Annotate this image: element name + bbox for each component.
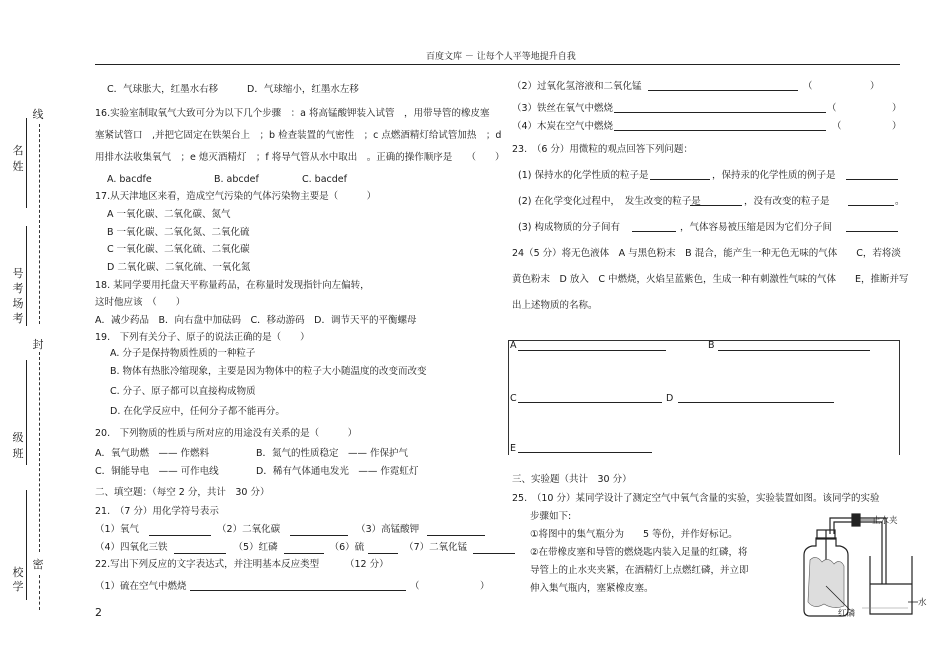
answer-blank[interactable] — [149, 526, 211, 536]
answer-blank[interactable] — [290, 526, 348, 536]
q20-option-a: A．氧气助燃 —— 作燃料 — [95, 448, 210, 459]
q22-points: （12 分） — [345, 559, 389, 570]
answer-blank[interactable] — [174, 544, 226, 554]
side-name: 名姓 — [12, 144, 24, 173]
q22-item-2: （2）过氧化氢溶液和二氧化锰 — [512, 81, 642, 92]
side-xian: 线 — [32, 108, 44, 121]
answer-blank[interactable] — [284, 544, 324, 554]
q21-item-1: （1）氧气 — [95, 524, 140, 535]
answer-label-b: B — [708, 340, 715, 351]
answer-blank[interactable] — [848, 196, 894, 206]
q24-line1: 24（5 分）将无色液体 A 与黑色粉末 B 混合，能产生一种无色无味的气体 C，若将淡 — [512, 248, 901, 259]
q15-option-d: D．气球缩小，红墨水左移 — [247, 84, 359, 95]
side-kaohao-line — [26, 226, 27, 326]
figure-label-water: 水 — [918, 598, 927, 608]
q21-item-6: （6）硫 — [329, 542, 365, 553]
q19-option-a: A. 分子是保持物质性质的一种粒子 — [110, 348, 256, 359]
q17-option-d: D 二氧化碳、二氧化硫、一氧化氮 — [107, 262, 251, 273]
side-school: 校学 — [12, 566, 24, 593]
q16-option-a: A. bacdfe — [107, 174, 152, 185]
answer-blank[interactable] — [846, 222, 898, 232]
answer-blank[interactable] — [632, 222, 676, 232]
side-kaohao: 号考场考 — [12, 267, 24, 325]
figure-label-phosphorus: 红磷 — [838, 609, 856, 619]
q18-line2: 这时他应该 （ ） — [95, 297, 186, 308]
q22-item-3: （3）铁丝在氧气中燃烧 — [512, 103, 614, 114]
answer-blank[interactable] — [678, 393, 834, 403]
q20-option-b: B．氮气的性质稳定 —— 作保护气 — [256, 448, 409, 459]
q25-stem: 25. （10 分）某同学设计了测定空气中氧气含量的实验，实验装置如图。该同学的实验 — [512, 493, 880, 504]
answer-blank[interactable] — [718, 341, 870, 351]
answer-blank[interactable] — [648, 81, 798, 91]
q24-line3: 出上述物质的名称。 — [512, 300, 598, 311]
q19-option-b: B. 物体有热胀冷缩现象，主要是因为物体中的粒子大小随温度的改变而改变 — [110, 366, 427, 377]
q23-2b: ，没有改变的粒子是 — [744, 196, 830, 207]
q25-step2-line2: 导管上的止水夹夹紧，在酒精灯上点燃红磷，并立即 — [530, 565, 749, 576]
q20-stem: 20. 下列物质的性质与所对应的用途没有关系的是（ ） — [95, 428, 358, 439]
q21-item-4: （4）四氧化三铁 — [95, 542, 168, 553]
answer-blank[interactable] — [650, 170, 710, 180]
q23-2a: (2) 在化学变化过程中， 发生改变的粒子是 — [518, 196, 701, 207]
binding-dash — [39, 124, 40, 324]
q25-steps-label: 步骤如下: — [530, 511, 572, 522]
q18-options: A．减少药品 B．向右盘中加砝码 C．移动游码 D．调节天平的平衡螺母 — [95, 315, 417, 326]
side-name-line — [26, 118, 27, 208]
side-feng: 封 — [32, 338, 44, 351]
answer-blank[interactable] — [846, 170, 898, 180]
q20-option-d: D．稀有气体通电发光 —— 作霓虹灯 — [256, 466, 419, 477]
q19-option-d: D. 在化学反应中，任何分子都不能再分。 — [110, 406, 285, 417]
q21-item-3: （3）高锰酸钾 — [356, 524, 420, 535]
answer-blank[interactable] — [690, 196, 742, 206]
side-mi: 密 — [32, 558, 44, 571]
q22-item-4: （4）木炭在空气中燃烧 — [512, 121, 614, 132]
q25-step2-line3: 伸入集气瓶内，塞紧橡皮塞。 — [530, 583, 654, 594]
q23-1b: ，保持汞的化学性质的例子是 — [712, 170, 836, 181]
q16-line3: 用排水法收集氧气 ；e 熄灭酒精灯 ；f 将导气管从水中取出 。正确的操作顺序是 （ ） — [95, 152, 505, 163]
q16-option-c: C. bacdef — [302, 174, 347, 185]
section2-title: 二、填空题：（每空 2 分，共计 30 分） — [95, 487, 270, 498]
q17-option-b: B 一氧化碳、二氧化氮、二氧化硫 — [107, 227, 250, 238]
binding-dash — [39, 352, 40, 552]
answer-blank[interactable] — [190, 581, 406, 591]
q17-option-a: A 一氧化碳、二氧化碳、氮气 — [107, 209, 231, 220]
q22-stem: 22.写出下列反应的文字表达式，并注明基本反应类型 — [95, 559, 320, 570]
paren-left: （ — [410, 581, 420, 592]
answer-blank[interactable] — [368, 544, 398, 554]
q17-stem: 17.从天津地区来看，造成空气污染的气体污染物主要是（ ） — [95, 191, 377, 202]
q23-stem: 23. （6 分）用微粒的观点回答下列问题： — [512, 144, 693, 155]
q23-3a: (3) 构成物质的分子间有 — [518, 222, 620, 233]
q16-line2: 塞紧试管口 ,并把它固定在铁架台上 ；b 检查装置的气密性 ；c 点燃酒精灯给试管加热 ；d — [95, 130, 502, 141]
q21-item-5: （5）红磷 — [233, 542, 278, 553]
q19-stem: 19. 下列有关分子、原子的说法正确的是（ ） — [95, 332, 310, 343]
q22-item-1: （1）硫在空气中燃烧 — [95, 581, 187, 592]
q21-item-7: （7）二氧化锰 — [404, 542, 468, 553]
q19-option-c: C. 分子、原子都可以直接构成物质 — [110, 386, 256, 397]
paren-left: （ — [827, 103, 837, 114]
q23-1a: (1) 保持水的化学性质的粒子是 — [518, 170, 649, 181]
paren-left: （ — [832, 121, 842, 132]
answer-label-d: D — [666, 393, 674, 404]
answer-blank[interactable] — [473, 544, 515, 554]
answer-label-a: A — [510, 340, 517, 351]
q23-3b: ，气体容易被压缩是因为它们分子间 — [680, 222, 833, 233]
q21-row2 — [95, 542, 515, 554]
side-school-line — [26, 490, 27, 600]
q18-line1: 18. 某同学要用托盘天平称量药品，在称量时发现指针向左偏转， — [95, 280, 370, 291]
q16-option-b: B. abcdef — [214, 174, 259, 185]
q24-line2: 黄色粉末 D 放入 C 中燃烧，火焰呈蓝紫色，生成一种有刺激性气味的气体 E，推断并写 — [512, 274, 909, 285]
paren-right: ） — [892, 103, 902, 114]
side-class-line — [26, 360, 27, 465]
answer-blank[interactable] — [614, 103, 826, 113]
q21-item-2: （2）二氧化碳 — [217, 524, 281, 535]
answer-label-c: C — [510, 393, 517, 404]
page-number: 2 — [95, 606, 102, 619]
paren-left: （ — [803, 81, 813, 92]
answer-blank[interactable] — [518, 341, 666, 351]
side-class: 级班 — [12, 431, 24, 460]
figure-label-clamp: 止水夹 — [872, 516, 898, 526]
q21-stem: 21. （7 分）用化学符号表示 — [95, 506, 219, 517]
header-text: 百度文库 － 让每个人平等地提升自我 — [426, 52, 576, 62]
binding-dash — [39, 575, 40, 610]
section3-title: 三、实验题（共计 30 分） — [512, 474, 632, 485]
answer-blank[interactable] — [614, 121, 826, 131]
answer-blank[interactable] — [518, 443, 652, 453]
full-stop: 。 — [895, 196, 905, 207]
paren-right: ） — [480, 581, 490, 592]
q25-step1: ①将图中的集气瓶分为 5 等份，并作好标记。 — [530, 529, 738, 540]
q15-option-c: C．气球胀大，红墨水右移 — [107, 84, 219, 95]
paren-right: ） — [892, 121, 902, 132]
header-rule — [95, 64, 900, 65]
q25-step2-line1: ②在带橡皮塞和导管的燃烧匙内装入足量的红磷，将 — [530, 547, 748, 558]
paren-right: ） — [870, 81, 880, 92]
answer-blank[interactable] — [427, 526, 485, 536]
apparatus-figure — [790, 510, 930, 620]
q21-row1 — [95, 524, 485, 536]
answer-blank[interactable] — [518, 393, 662, 403]
q17-option-c: C 一氧化碳、二氧化硫、二氧化碳 — [107, 244, 250, 255]
answer-label-e: E — [510, 443, 517, 454]
q20-option-c: C．铜能导电 —— 可作电线 — [95, 466, 219, 477]
q16-line1: 16.实验室制取氧气大致可分为以下几个步骤 ：a 将高锰酸钾装入试管 ，用带导管的橡皮塞 — [95, 108, 490, 119]
